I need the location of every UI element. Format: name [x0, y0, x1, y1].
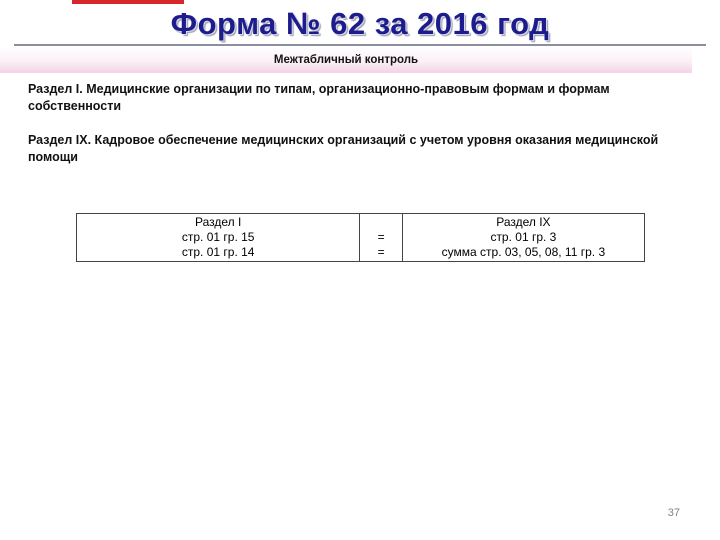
section-i-header: Раздел I	[195, 215, 242, 229]
section-i-description: Раздел I. Медицинские организации по типам, организационно-правовым формам и формам собственности	[28, 82, 610, 113]
operator-row-2: =	[377, 245, 385, 259]
title-bar	[14, 4, 706, 46]
section-ix-row-1: стр. 01 гр. 3	[490, 230, 557, 244]
section-ix-description: Раздел IX. Кадровое обеспечение медицинских организаций с учетом уровня оказания медицинской помощи	[28, 133, 659, 164]
section-ix-header: Раздел IX	[496, 215, 551, 229]
section-i-row-2: стр. 01 гр. 14	[181, 245, 255, 259]
control-table	[76, 213, 645, 262]
operator-cell	[360, 214, 402, 262]
section-i-cell	[77, 214, 360, 262]
slide-title: Форма № 62 за 2016 год	[170, 6, 550, 41]
section-ix-row-2: сумма стр. 03, 05, 08, 11 гр. 3	[441, 245, 606, 259]
table-row	[77, 214, 645, 262]
page-number: 37	[667, 507, 680, 519]
subtitle-bar	[0, 47, 692, 73]
operator-row-1: =	[377, 230, 385, 244]
slide-subtitle: Межтабличный контроль	[273, 54, 419, 66]
section-ix-cell	[402, 214, 644, 262]
section-i-row-1: стр. 01 гр. 15	[181, 230, 255, 244]
